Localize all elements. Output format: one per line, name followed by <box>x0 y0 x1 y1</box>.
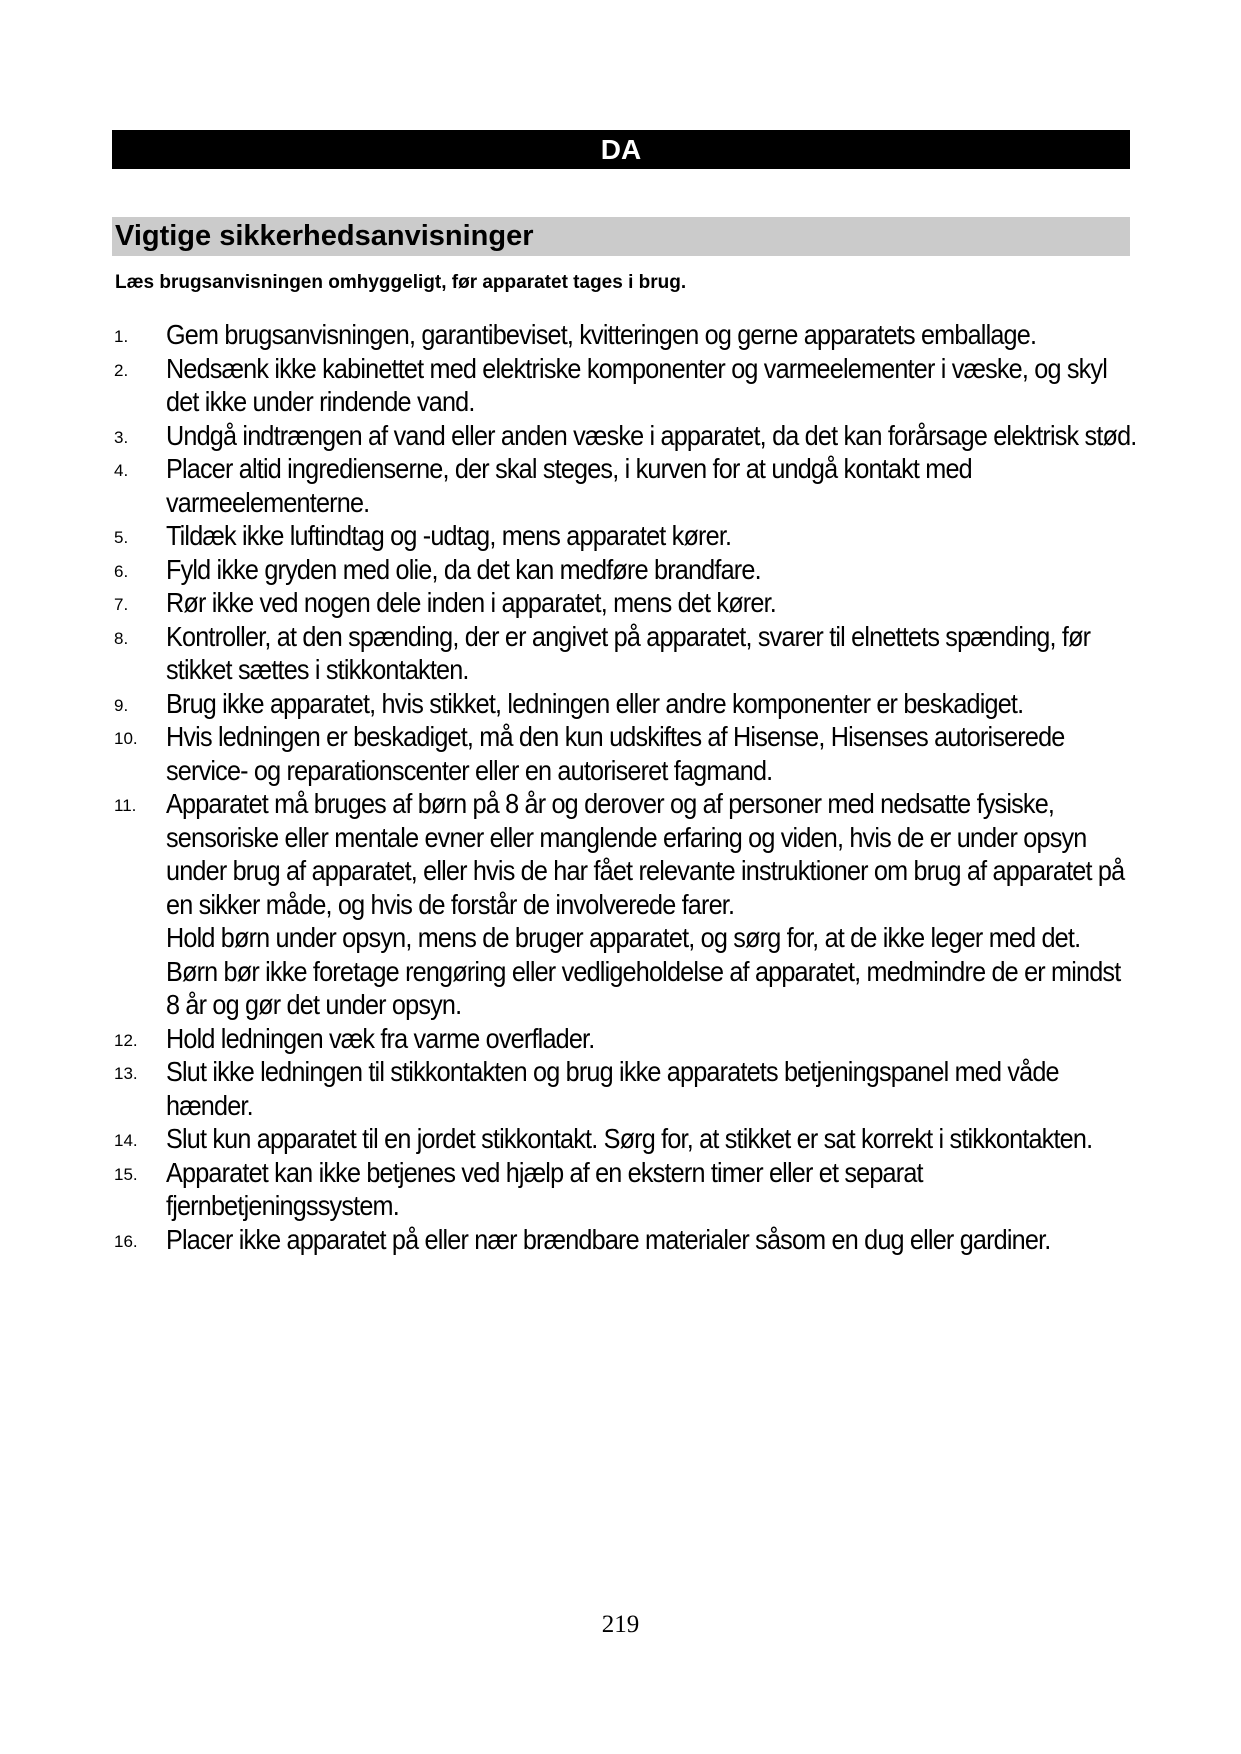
safety-instructions-list <box>112 318 1142 1256</box>
list-item <box>112 519 1142 553</box>
list-item-number: 14. <box>114 1131 138 1150</box>
list-item <box>112 452 1142 519</box>
list-item <box>112 553 1142 587</box>
list-item-number: 5. <box>114 528 129 547</box>
list-item-number: 8. <box>114 628 129 648</box>
list-item <box>112 1122 1142 1156</box>
list-item-number: 13. <box>114 1064 138 1083</box>
language-header-bar <box>112 130 1130 169</box>
list-item-text: Hold børn under opsyn, mens de bruger apparatet, og sørg for, at de ikke leger med det. <box>166 922 1081 953</box>
list-item <box>112 720 1142 787</box>
list-item <box>112 1156 1142 1223</box>
list-item-text: Slut kun apparatet til en jordet stikkontakt. Sørg for, at stikket er sat korrekt i stikkontakten. <box>166 1123 1093 1154</box>
list-item-text: Fyld ikke gryden med olie, da det kan medføre brandfare. <box>166 553 761 585</box>
list-item-text: Rør ikke ved nogen dele inden i apparatet, mens det kører. <box>166 587 776 618</box>
list-item-text: Hvis ledningen er beskadiget, må den kun udskiftes af Hisense, Hisenses autoriserede service- og reparationscenter eller en autoriseret fagmand. <box>166 721 1065 786</box>
list-item-number: 15. <box>114 1164 138 1184</box>
list-item <box>112 1055 1142 1122</box>
list-item-text: Nedsænk ikke kabinettet med elektriske komponenter og varmeelementer i væske, og skyl det ikke under rindende vand. <box>166 352 1108 417</box>
list-item <box>112 620 1142 687</box>
list-item <box>112 687 1142 721</box>
list-item-text: Slut ikke ledningen til stikkontakten og brug ikke apparatets betjeningspanel med våde hænder. <box>166 1056 1059 1121</box>
list-item-text: Apparatet kan ikke betjenes ved hjælp af en ekstern timer eller et separat fjernbetjeningssystem. <box>166 1156 923 1221</box>
page-number: 219 <box>601 1611 640 1638</box>
list-item-text: Gem brugsanvisningen, garantibeviset, kvitteringen og gerne apparatets emballage. <box>166 319 1037 350</box>
list-item-number: 10. <box>114 729 138 748</box>
list-item <box>112 352 1142 419</box>
list-item-number: 3. <box>114 427 129 447</box>
list-item-text: Tildæk ikke luftindtag og -udtag, mens apparatet kører. <box>166 520 732 551</box>
list-item-number: 7. <box>114 595 129 614</box>
list-item <box>112 318 1142 352</box>
list-item-text: Hold ledningen væk fra varme overflader. <box>166 1022 595 1054</box>
list-item-text: Undgå indtrængen af vand eller anden væske i apparatet, da det kan forårsage elektrisk stød. <box>166 419 1137 451</box>
intro-text: Læs brugsanvisningen omhyggeligt, før apparatet tages i brug. <box>115 272 687 293</box>
list-item-number: 16. <box>114 1231 138 1251</box>
list-item-number: 11. <box>114 796 137 815</box>
list-item-text: Placer ikke apparatet på eller nær brændbare materialer såsom en dug eller gardiner. <box>166 1223 1051 1255</box>
list-item-text: Børn bør ikke foretage rengøring eller vedligeholdelse af apparatet, medmindre de er mindst 8 år og gør det under opsyn. <box>166 955 1121 1020</box>
list-item <box>112 1223 1142 1257</box>
list-item <box>112 1022 1142 1056</box>
list-item <box>112 586 1142 620</box>
list-item-text: Apparatet må bruges af børn på 8 år og derover og af personer med nedsatte fysiske, sensoriske eller mentale evner eller manglende erfaring og viden, hvis de er under opsyn under brug af apparatet, eller hvis de har fået relevante instruktioner om brug af apparatet på en sikker måde, og hvis de forstår de involverede farer. <box>166 788 1125 920</box>
list-item-number: 2. <box>114 360 129 380</box>
list-item-text: Brug ikke apparatet, hvis stikket, ledningen eller andre komponenter er beskadiget. <box>166 687 1024 719</box>
list-item-text: Kontroller, at den spænding, der er angivet på apparatet, svarer til elnettets spænding, før stikket sættes i stikkontakten. <box>166 620 1091 685</box>
section-title: Vigtige sikkerhedsanvisninger <box>112 217 1130 256</box>
list-item-number: 1. <box>114 327 129 346</box>
list-item <box>112 787 1142 1022</box>
list-item <box>112 419 1142 453</box>
list-item-number: 4. <box>114 461 129 480</box>
list-item-number: 9. <box>114 695 129 715</box>
list-item-number: 12. <box>114 1030 138 1050</box>
list-item-number: 6. <box>114 561 129 581</box>
list-item-text: Placer altid ingredienserne, der skal steges, i kurven for at undgå kontakt med varmeelementerne. <box>166 453 972 518</box>
language-code: DA <box>600 134 642 165</box>
